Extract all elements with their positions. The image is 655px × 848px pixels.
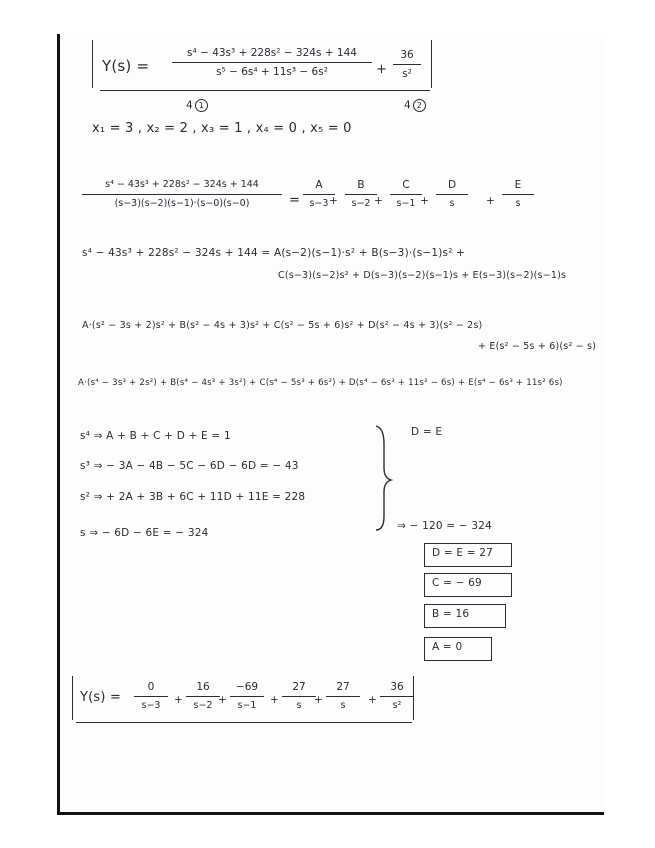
- term-numerator: 27: [292, 681, 306, 693]
- term-denominator: s−2: [351, 198, 371, 209]
- plus-sign: +: [420, 195, 429, 207]
- partial-equals: =: [289, 193, 301, 208]
- term-numerator: A: [315, 179, 323, 191]
- term-denominator: s−3: [309, 198, 329, 209]
- plus-sign: +: [218, 694, 227, 706]
- partial-term-c: [390, 178, 422, 211]
- fraction-bar: [134, 696, 168, 697]
- term-denominator: s−2: [193, 700, 213, 711]
- final-term-1: [186, 680, 220, 713]
- partial-numerator: s⁴ − 43s³ + 228s² − 324s + 144: [105, 179, 259, 190]
- term-denominator: s: [515, 198, 521, 209]
- term-denominator: s−1: [237, 700, 257, 711]
- header-denominator-2: s²: [402, 68, 412, 80]
- fraction-bar: [502, 194, 534, 195]
- fraction-bar: [282, 696, 316, 697]
- degree-tag-1-circle: 1: [195, 99, 208, 112]
- term-numerator: B: [357, 179, 365, 191]
- partial-term-b: [345, 178, 377, 211]
- term-numerator: D: [447, 179, 457, 191]
- expansion-line-2: C(s−3)(s−2)s² + D(s−3)(s−2)(s−1)s + E(s−3)(s−2)(s−1)s: [278, 270, 567, 281]
- term-numerator: 36: [390, 681, 404, 693]
- roots-line: x₁ = 3 , x₂ = 2 , x₃ = 1 , x₄ = 0 , x₅ = 0: [92, 121, 352, 136]
- system-aside-result: ⇒ − 120 = − 324: [397, 520, 492, 532]
- fraction-bar: [172, 62, 372, 63]
- final-term-0: [134, 680, 168, 713]
- system-aside-d-equals-e: D = E: [411, 426, 443, 438]
- final-term-4: [326, 680, 360, 713]
- plus-sign: +: [329, 195, 338, 207]
- term-denominator: s: [449, 198, 455, 209]
- header-numerator-2: 36: [400, 49, 414, 61]
- term-numerator: 16: [196, 681, 210, 693]
- header-lhs: Y(s) =: [102, 57, 150, 75]
- plus-sign: +: [374, 195, 383, 207]
- degree-tag-2-circle: 2: [413, 99, 426, 112]
- degree-tag-2: [404, 99, 426, 112]
- fraction-bar: [230, 696, 264, 697]
- fraction-bar: [186, 696, 220, 697]
- term-numerator: 0: [147, 681, 155, 693]
- final-term-5: [380, 680, 414, 713]
- partial-lhs-fraction: [82, 178, 282, 211]
- system-row-4: s ⇒ − 6D − 6E = − 324: [80, 527, 209, 539]
- result-a: A = 0: [432, 641, 463, 653]
- degree-tag-1: [186, 99, 208, 112]
- term-denominator: s²: [392, 700, 402, 711]
- fraction-bar: [380, 696, 414, 697]
- fraction-bar: [393, 64, 421, 65]
- result-b: B = 16: [432, 608, 470, 620]
- final-underline: [76, 722, 412, 723]
- system-row-1: s⁴ ⇒ A + B + C + D + E = 1: [80, 430, 231, 442]
- header-denominator: s⁵ − 6s⁴ + 11s³ − 6s²: [216, 66, 328, 78]
- result-de: D = E = 27: [432, 547, 494, 559]
- term-numerator: 27: [336, 681, 350, 693]
- result-c: C = − 69: [432, 577, 482, 589]
- partial-term-e: [502, 178, 534, 211]
- fraction-bar: [436, 194, 468, 195]
- expansion-line-4: + E(s² − 5s + 6)(s² − s): [478, 341, 597, 352]
- term-denominator: s−3: [141, 700, 161, 711]
- term-numerator: C: [402, 179, 410, 191]
- degree-tag-1-number: 4: [186, 99, 193, 112]
- term-numerator: −69: [235, 681, 259, 693]
- expansion-line-3: A·(s² − 3s + 2)s² + B(s² − 4s + 3)s² + C(s² − 5s + 6)s² + D(s² − 4s + 3)(s² − 2s): [82, 320, 483, 331]
- final-term-2: [230, 680, 264, 713]
- header-fraction-2: [393, 48, 421, 81]
- expansion-line-5: A·(s⁴ − 3s³ + 2s²) + B(s⁴ − 4s³ + 3s²) + C(s⁴ − 5s³ + 6s²) + D(s⁴ − 6s³ + 11s² − 6s) + E(s⁴ − 6s³ + 11s² 6s): [78, 378, 563, 388]
- term-denominator: s−1: [396, 198, 416, 209]
- header-underline: [100, 90, 430, 91]
- final-lhs: Y(s) =: [80, 690, 122, 705]
- fraction-bar: [345, 194, 377, 195]
- degree-tag-2-number: 4: [404, 99, 411, 112]
- term-denominator: s: [296, 700, 302, 711]
- header-numerator: s⁴ − 43s³ + 228s² − 324s + 144: [187, 47, 357, 59]
- header-fraction: [172, 46, 372, 79]
- final-term-3: [282, 680, 316, 713]
- system-row-2: s³ ⇒ − 3A − 4B − 5C − 6D − 6D = − 43: [80, 460, 299, 472]
- system-row-3: s² ⇒ + 2A + 3B + 6C + 11D + 11E = 228: [80, 491, 306, 503]
- fraction-bar: [390, 194, 422, 195]
- term-numerator: E: [514, 179, 522, 191]
- expansion-line-1: s⁴ − 43s³ + 228s² − 324s + 144 = A(s−2)(s−1)·s² + B(s−3)·(s−1)s² +: [82, 247, 466, 259]
- right-brace: [372, 422, 394, 534]
- plus-sign: +: [314, 694, 323, 706]
- header-plus: +: [376, 62, 388, 77]
- plus-sign: +: [486, 195, 495, 207]
- term-denominator: s: [340, 700, 346, 711]
- fraction-bar: [326, 696, 360, 697]
- plus-sign: +: [174, 694, 183, 706]
- partial-denominator: (s−3)(s−2)(s−1)·(s−0)(s−0): [114, 198, 250, 209]
- fraction-bar: [82, 194, 282, 195]
- plus-sign: +: [270, 694, 279, 706]
- plus-sign: +: [368, 694, 377, 706]
- partial-term-d: [436, 178, 468, 211]
